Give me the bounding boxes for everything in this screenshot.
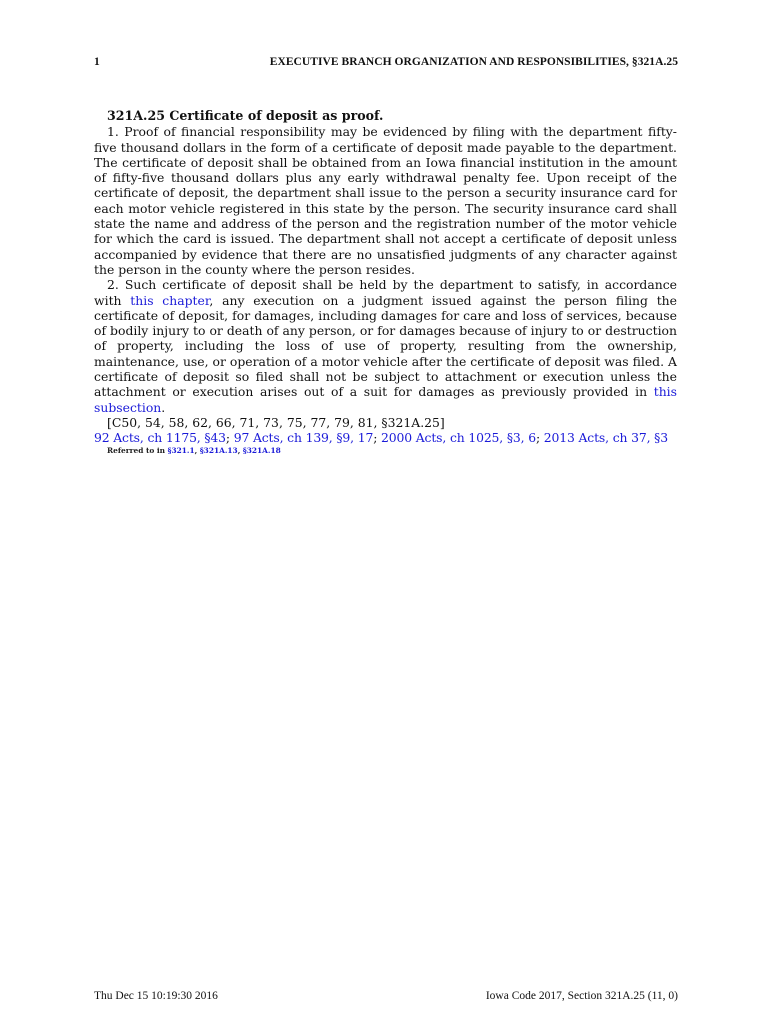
- page-header: [94, 55, 678, 69]
- referred-link-321a-18[interactable]: §321A.18: [242, 445, 281, 455]
- referred-separator: ,: [194, 445, 200, 455]
- this-chapter-link[interactable]: this chapter: [130, 292, 210, 308]
- footer-citation: Iowa Code 2017, Section 321A.25 (11, 0): [485, 990, 678, 1002]
- section-heading: 321A.25 Certificate of deposit as proof.: [107, 108, 384, 123]
- referred-separator: ,: [237, 445, 243, 455]
- page-number: 1: [94, 56, 100, 68]
- running-title: EXECUTIVE BRANCH ORGANIZATION AND RESPONSIBILITIES, §321A.25: [269, 56, 678, 68]
- acts-separator: ;: [373, 430, 382, 446]
- paragraph-2-text-after: .: [161, 399, 166, 415]
- referred-link-321a-13[interactable]: §321A.13: [199, 445, 238, 455]
- acts-separator: ;: [225, 430, 234, 446]
- section-content: [94, 108, 677, 456]
- acts-separator: ;: [535, 430, 544, 446]
- footer-timestamp: Thu Dec 15 10:19:30 2016: [94, 990, 218, 1002]
- act-link-2013[interactable]: 2013 Acts, ch 37, §3: [543, 430, 668, 446]
- this-subsection-link[interactable]: this subsection: [94, 384, 677, 415]
- referred-to-line: [94, 446, 677, 456]
- act-link-1992[interactable]: 92 Acts, ch 1175, §43: [94, 430, 226, 446]
- code-history: [C50, 54, 58, 62, 66, 71, 73, 75, 77, 79, 81, §321A.25]: [107, 414, 445, 430]
- referred-label: Referred to in: [107, 445, 168, 455]
- paragraph-2: [94, 277, 677, 415]
- paragraph-1: 1. Proof of financial responsibility may be evidenced by filing with the department fifty-five thousand dollars in the form of a certificate of deposit made payable to the department. The certificate of deposit shall be obtained from an Iowa financial institution in the amount of fifty-five thousand dollars plus any early withdrawal penalty fee. Upon receipt of the certificate of deposit, the department shall issue to the person a security insurance card for each motor vehicle registered in this state by the person. The security insurance card shall state the name and address of the person and the registration number of the motor vehicle for which the card is issued. The department shall not accept a certificate of deposit unless accompanied by evidence that there are no unsatisfied judgments of any character against the person in the county where the person resides.: [94, 124, 677, 277]
- referred-link-321-1[interactable]: §321.1: [167, 445, 195, 455]
- act-link-2000[interactable]: 2000 Acts, ch 1025, §3, 6: [381, 430, 536, 446]
- act-link-1997[interactable]: 97 Acts, ch 139, §9, 17: [233, 430, 374, 446]
- paragraph-2-text-middle: , any execution on a judgment issued against the person filing the certificate of deposit, for damages, including damages for care and loss of services, because of bodily injury to or death of any person, or for damages because of injury to or destruction of property, including the loss of use of property, resulting from the ownership, maintenance, use, or operation of a motor vehicle after the certificate of deposit was filed. A certificate of deposit so filed shall not be subject to attachment or execution unless the attachment or execution arises out of a suit for damages as previously provided in: [94, 292, 677, 400]
- acts-list: [94, 430, 677, 445]
- page-footer: [94, 989, 678, 1003]
- paragraph-2-text-before: 2. Such certificate of deposit shall be held by the department to satisfy, in accordance with: [94, 277, 677, 308]
